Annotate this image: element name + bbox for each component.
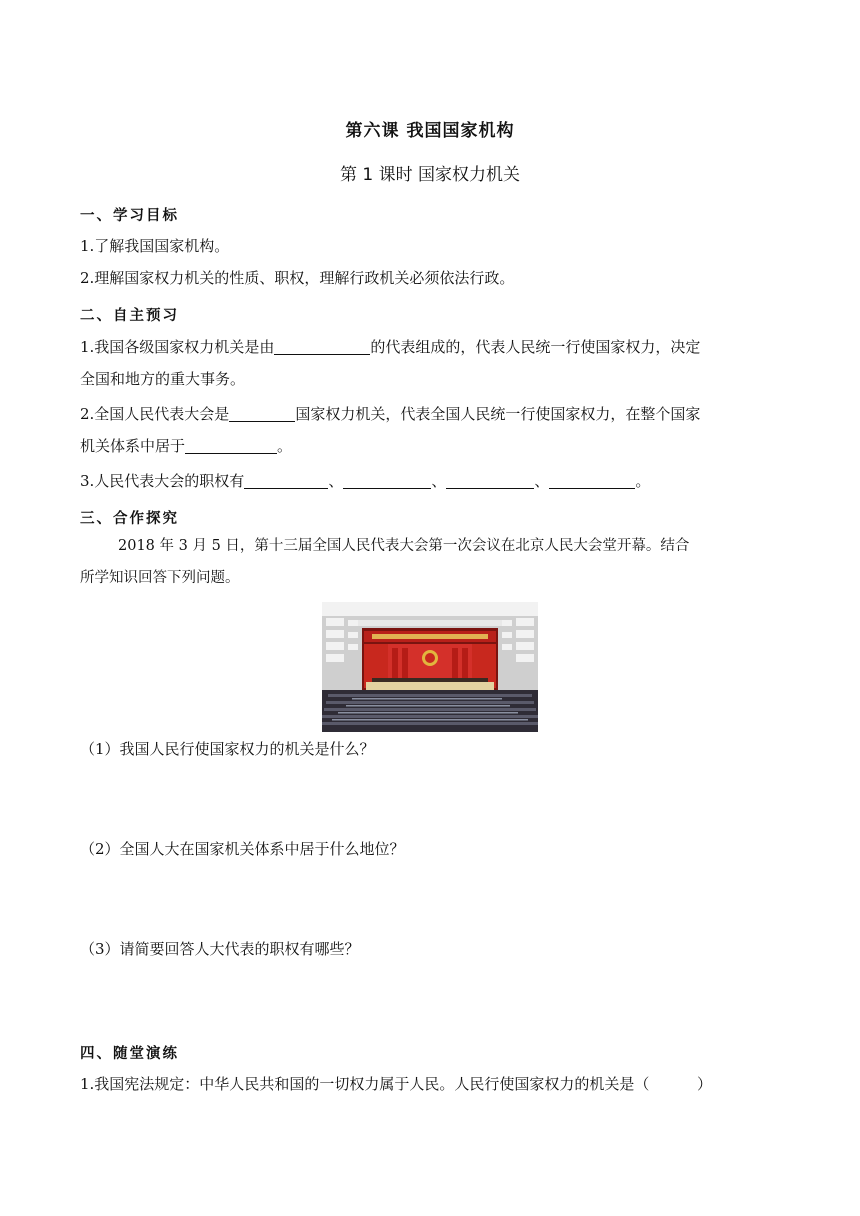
- section-heading-goals: 一、学习目标: [80, 208, 179, 224]
- section-heading-practice: 四、随堂演练: [80, 1046, 179, 1062]
- fill-blank[interactable]: [244, 472, 328, 489]
- section-heading-explore: 三、合作探究: [80, 511, 179, 527]
- explore-question-2: （2）全国人大在国家机关体系中居于什么地位？: [80, 840, 405, 858]
- preview-question-2-line-2: 机关体系中居于 。: [80, 437, 293, 455]
- section-heading-preview: 二、自主预习: [80, 308, 179, 324]
- fill-blank[interactable]: [229, 405, 295, 422]
- practice-question-1: 1.我国宪法规定：中华人民共和国的一切权力属于人民。人民行使国家权力的机关是（ ）: [80, 1075, 712, 1093]
- explore-intro-line-2: 所学知识回答下列问题。: [80, 570, 240, 586]
- goal-item-2: 2.理解国家权力机关的性质、职权，理解行政机关必须依法行政。: [80, 269, 515, 287]
- explore-question-3: （3）请简要回答人大代表的职权有哪些？: [80, 940, 360, 958]
- fill-blank[interactable]: [185, 437, 277, 454]
- goal-item-1: 1.了解我国国家机构。: [80, 237, 230, 255]
- great-hall-photo: [322, 602, 538, 732]
- explore-intro-line-1: 2018 年 3 月 5 日，第十三届全国人民代表大会第一次会议在北京人民大会堂开幕。结合: [118, 538, 690, 554]
- fill-blank[interactable]: [274, 338, 370, 355]
- preview-question-1-line-2: 全国和地方的重大事务。: [80, 370, 246, 388]
- explore-question-1: （1）我国人民行使国家权力的机关是什么？: [80, 740, 375, 758]
- lesson-subtitle: 第 1 课时 国家权力机关: [339, 165, 521, 185]
- fill-blank[interactable]: [446, 472, 534, 489]
- fill-blank[interactable]: [343, 472, 431, 489]
- preview-question-2-line-1: 2.全国人民代表大会是 国家权力机关，代表全国人民统一行使国家权力，在整个国家: [80, 405, 701, 423]
- preview-question-1-line-1: 1.我国各级国家权力机关是由 的代表组成的，代表人民统一行使国家权力，决定: [80, 338, 701, 356]
- preview-question-3: 3.人民代表大会的职权有 、 、 、 。: [80, 472, 651, 490]
- fill-blank[interactable]: [549, 472, 635, 489]
- lesson-title: 第六课 我国国家机构: [345, 121, 515, 141]
